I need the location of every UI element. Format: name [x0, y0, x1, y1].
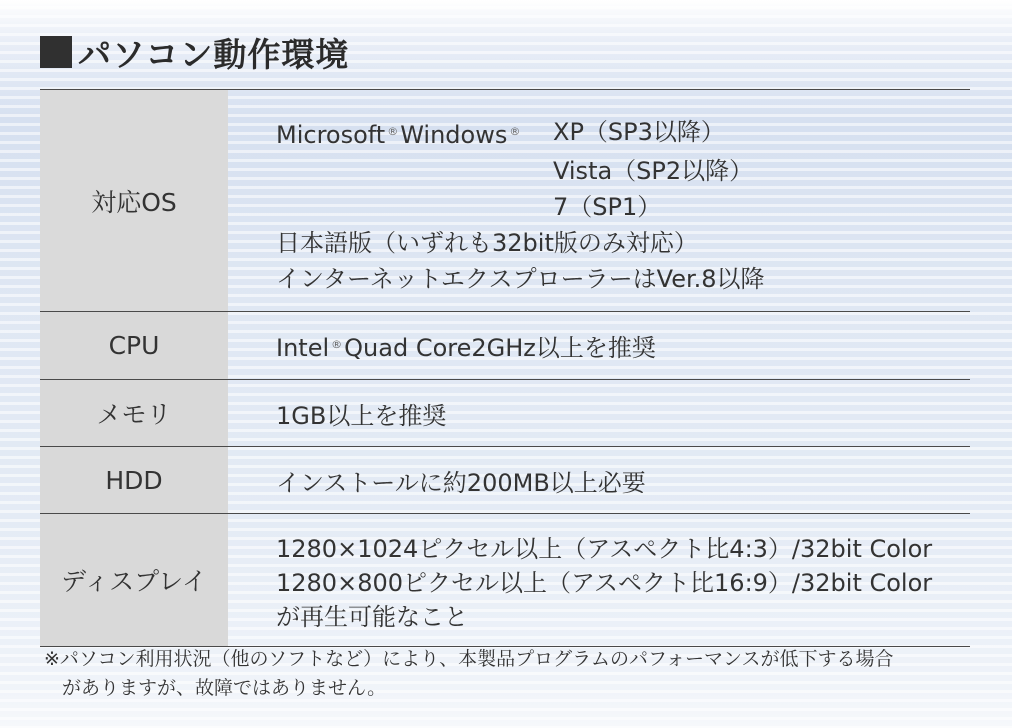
footnote-line-2: がありますが、故障ではありません。 — [62, 677, 387, 699]
cpu-value: Intel ®Quad Core2GHz以上を推奨 — [276, 334, 656, 362]
os-label: 対応OS — [40, 90, 228, 312]
square-bullet-icon — [40, 36, 72, 68]
hdd-value: インストールに約200MB以上必要 — [276, 468, 646, 497]
display-line-playback: が再生可能なこと — [276, 603, 468, 631]
os-note-browser: インターネットエクスプローラーはVer.8以降 — [276, 265, 765, 293]
cpu-label: CPU — [40, 312, 228, 380]
os-value — [228, 90, 970, 312]
os-version-vista: Vista（SP2以降） — [553, 157, 754, 185]
display-label: ディスプレイ — [40, 514, 228, 647]
table-row-cpu — [40, 312, 970, 380]
section-title: パソコン動作環境 — [78, 34, 350, 74]
table-row-os — [40, 90, 970, 312]
os-note-japanese: 日本語版（いずれも32bit版のみ対応） — [276, 229, 698, 257]
hdd-label: HDD — [40, 447, 228, 514]
table-row-display — [40, 514, 970, 647]
os-product-name: Microsoft ®Windows ® — [276, 121, 521, 149]
os-version-7: 7（SP1） — [553, 193, 662, 221]
requirements-table — [40, 89, 970, 647]
table-row-memory — [40, 380, 970, 447]
section-header — [40, 30, 349, 74]
table-row-hdd — [40, 447, 970, 514]
footnote — [44, 645, 974, 703]
display-line-4-3: 1280×1024ピクセル以上（アスペクト比4:3）/32bit Color — [276, 535, 933, 563]
display-line-16-9: 1280×800ピクセル以上（アスペクト比16:9）/32bit Color — [276, 569, 933, 597]
display-value — [228, 514, 970, 647]
footnote-line-1: ※パソコン利用状況（他のソフトなど）により、本製品プログラムのパフォーマンスが低下する場合 — [44, 648, 894, 670]
os-version-xp: XP（SP3以降） — [553, 118, 725, 146]
memory-value: 1GB以上を推奨 — [276, 401, 447, 430]
memory-label: メモリ — [40, 380, 228, 447]
